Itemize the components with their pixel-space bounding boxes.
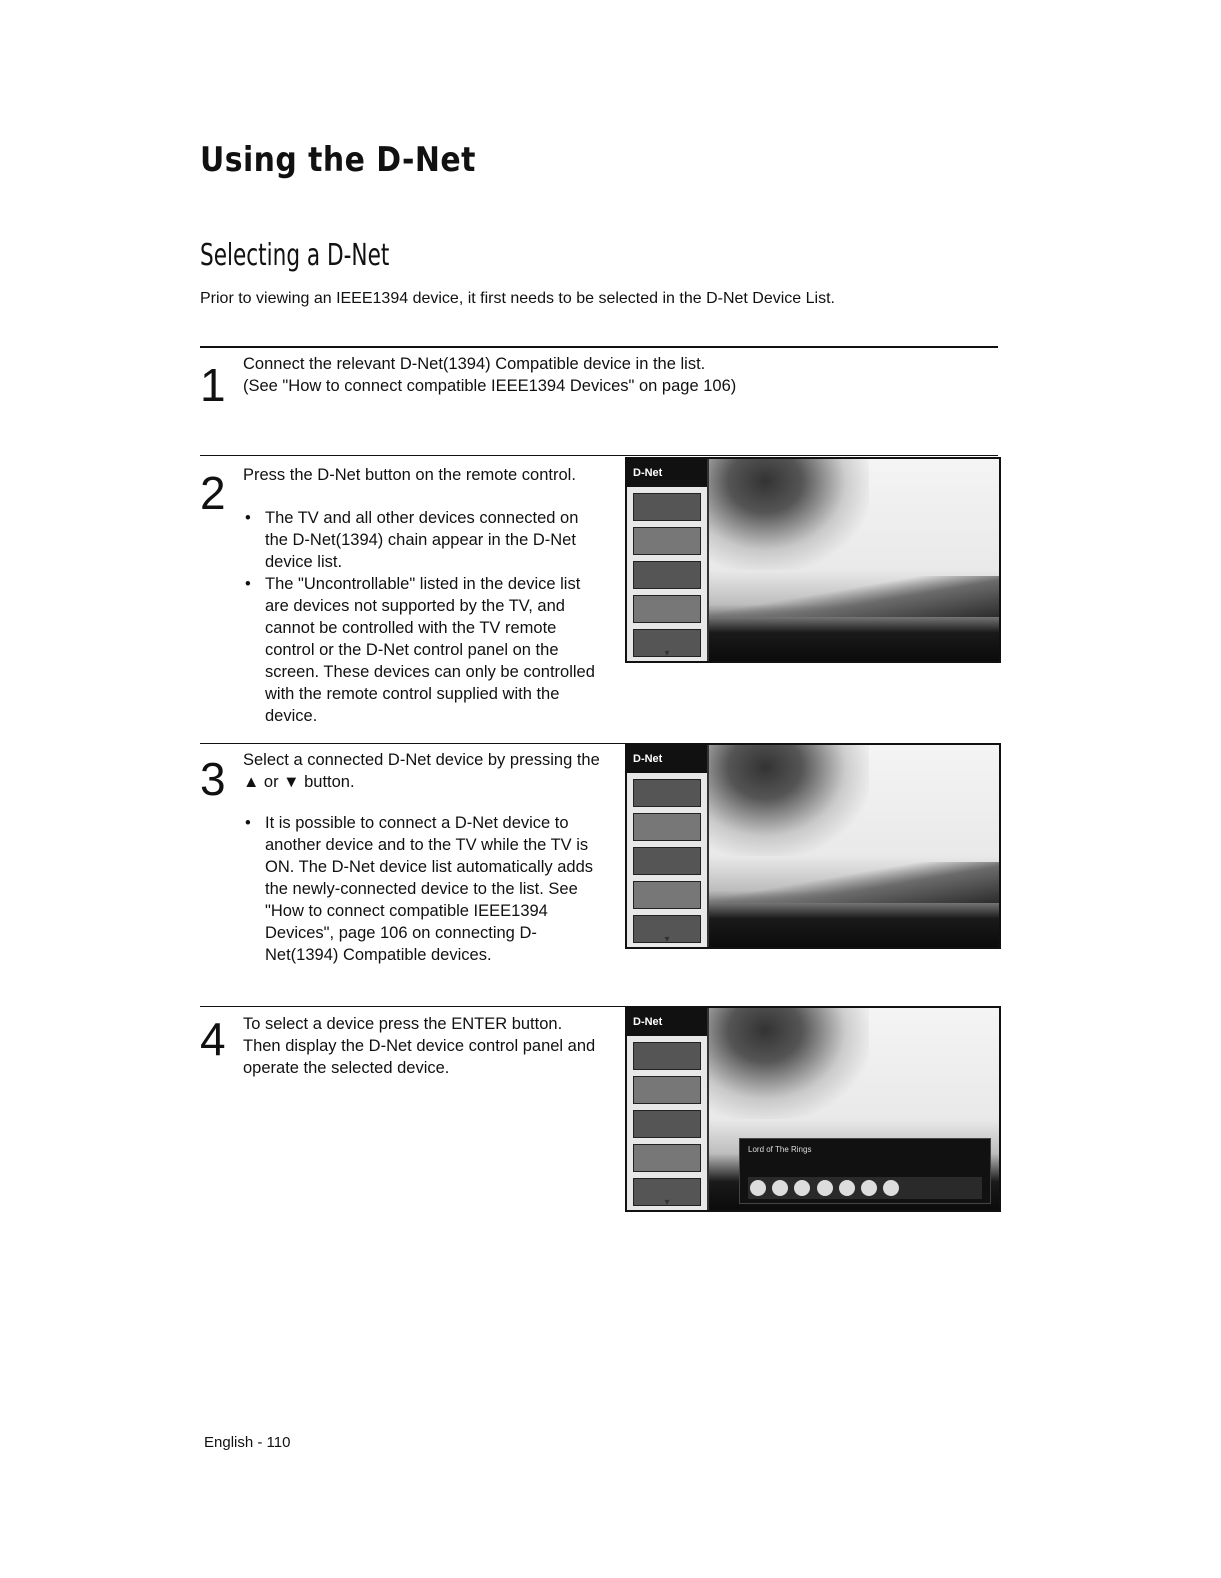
screen-device-list <box>625 457 1001 663</box>
step-2-bullet-1: • The TV and all other devices connected on the D-Net(1394) chain appear in the D-Net device list. <box>243 507 605 573</box>
step-1-number: 1 <box>200 359 226 411</box>
device-thumb <box>633 1076 701 1104</box>
track-title: Lord of The Rings <box>748 1145 812 1154</box>
hill-area <box>709 576 999 616</box>
section-title: Selecting a D-Net <box>200 238 390 273</box>
step-2-rule <box>200 455 998 456</box>
pause-button-icon <box>794 1180 810 1196</box>
page-footer: English - 110 <box>204 1434 291 1451</box>
tv-picture <box>709 745 999 947</box>
device-thumb <box>633 881 701 909</box>
hill-area <box>709 862 999 902</box>
device-thumb <box>633 813 701 841</box>
dnet-device-list-panel <box>627 1008 709 1210</box>
step-2-text: Press the D-Net button on the remote control. <box>243 466 576 484</box>
step-1-rule <box>200 346 998 348</box>
device-thumb <box>633 527 701 555</box>
scroll-down-icon: ▾ <box>664 1197 670 1208</box>
device-control-panel <box>739 1138 991 1204</box>
tv-picture <box>709 459 999 661</box>
dnet-device-list-panel <box>627 459 709 661</box>
device-thumb <box>633 1144 701 1172</box>
rewind-button-icon <box>750 1180 766 1196</box>
exit-button-icon <box>883 1180 899 1196</box>
scroll-down-icon: ▾ <box>664 648 670 659</box>
stop-button-icon <box>817 1180 833 1196</box>
tv-picture <box>709 1008 999 1210</box>
step-4-text: To select a device press the ENTER button. Then display the D-Net device control panel and operate the selected device. <box>243 1015 596 1077</box>
device-thumb <box>633 493 701 521</box>
step-2-bullets <box>243 507 605 727</box>
screen-device-selection <box>625 743 1001 949</box>
intro-text: Prior to viewing an IEEE1394 device, it first needs to be selected in the D-Net Device List. <box>200 290 835 307</box>
step-3-bullet-1: • It is possible to connect a D-Net device to another device and to the TV while the TV is ON. The D-Net device list automatically adds the newly-connected device to the list. See "How to connect compatible IEEE1394 Devices", page 106 on connecting D-Net(1394) Compatible devices. <box>243 812 607 966</box>
dnet-panel-header: D-Net <box>627 745 707 773</box>
play-button-icon <box>772 1180 788 1196</box>
device-thumb <box>633 779 701 807</box>
step-3-text: Select a connected D-Net device by pressing the ▲ or ▼ button. <box>243 751 600 791</box>
step-1-line-2: (See "How to connect compatible IEEE1394 Devices" on page 106) <box>243 377 737 395</box>
step-1-line-1: Connect the relevant D-Net(1394) Compatible device in the list. <box>243 355 706 373</box>
tree-area <box>709 459 869 570</box>
step-2-bullet-2: • The "Uncontrollable" listed in the device list are devices not supported by the TV, and cannot be controlled with the TV remote control or the D-Net control panel on the screen. These devices can only be controlled with the remote control supplied with the device. <box>243 573 605 727</box>
device-thumb <box>633 847 701 875</box>
device-thumb <box>633 1110 701 1138</box>
step-2-number: 2 <box>200 467 226 519</box>
record-button-icon <box>861 1180 877 1196</box>
scroll-down-icon: ▾ <box>664 934 670 945</box>
screen-control-panel <box>625 1006 1001 1212</box>
device-thumb <box>633 561 701 589</box>
tree-area <box>709 745 869 856</box>
fast-forward-button-icon <box>839 1180 855 1196</box>
dnet-device-list-panel <box>627 745 709 947</box>
page-title: Using the D-Net <box>200 140 476 180</box>
dnet-panel-header: D-Net <box>627 459 707 487</box>
dnet-panel-header: D-Net <box>627 1008 707 1036</box>
control-buttons <box>748 1177 982 1199</box>
tree-area <box>709 1008 869 1119</box>
step-4-number: 4 <box>200 1013 226 1065</box>
step-3-bullets <box>243 812 607 966</box>
step-3-number: 3 <box>200 753 226 805</box>
step-1-text <box>243 353 983 397</box>
device-thumb <box>633 595 701 623</box>
device-thumb <box>633 1042 701 1070</box>
